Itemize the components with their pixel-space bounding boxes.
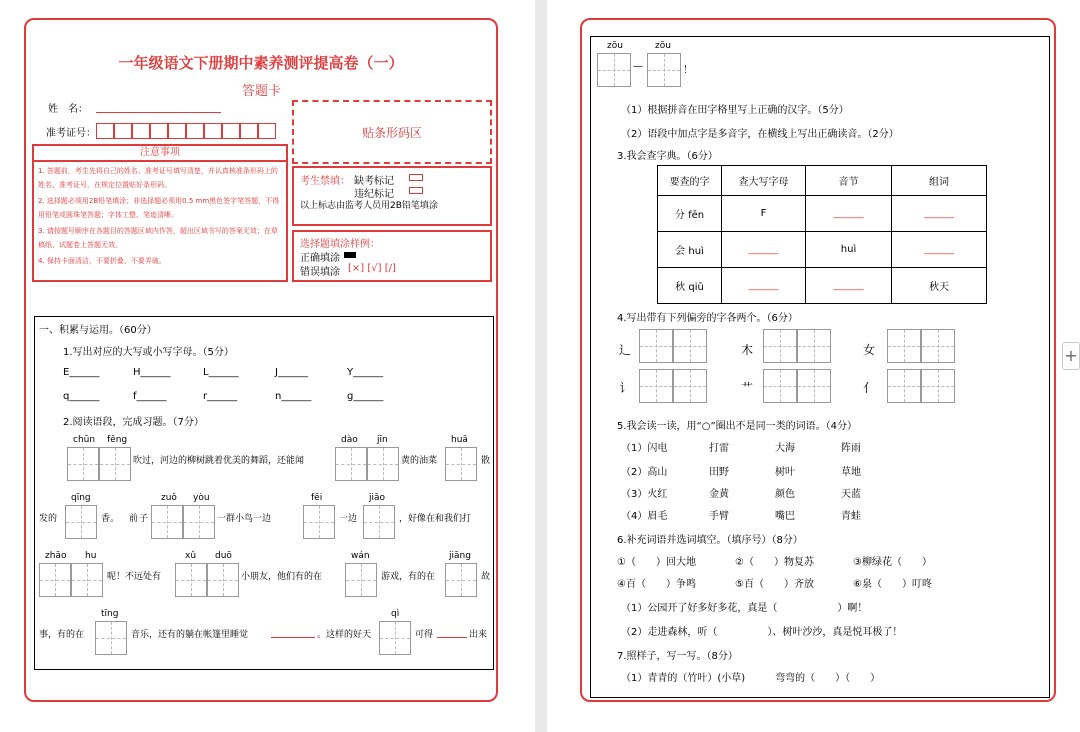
barcode-area (292, 100, 492, 164)
violation-mark-box[interactable] (409, 187, 423, 194)
q5-word: 嘴巴 (775, 511, 795, 522)
notice-item-4: 4. 保持卡面清洁，不要折叠、不要弄破。 (38, 257, 166, 265)
letter-item: r______ (203, 391, 238, 402)
pinyin: huā (451, 435, 468, 445)
passage-text: 音乐，还有的躺在帐篷里睡觉 (131, 630, 249, 640)
notice-item-1: 1. 答题前，考生先将自己的姓名、准考证号填写清楚，并认真核准条形码上的姓名、准考证号，在规定位置贴好条形码。 (38, 167, 278, 189)
letter-item: H______ (133, 367, 171, 378)
tianzige-box[interactable] (39, 563, 103, 597)
table-cell[interactable]: ______ (806, 268, 892, 304)
table-cell: 会 huì (658, 232, 722, 268)
tianzige-box[interactable] (363, 505, 395, 539)
notice-item-3: 3. 请按题号顺序在各题目的答题区域内作答，超出区域书写的答案无效；在草稿纸、试题卷上答题无效。 (38, 227, 278, 249)
tianzige-box[interactable] (445, 447, 477, 481)
passage-text: 一群小鸟一边 (217, 514, 272, 524)
q5-word: 草地 (841, 467, 861, 478)
passage-text: 故 (481, 572, 491, 582)
pinyin: qīng (71, 493, 91, 503)
pinyin: chūn (73, 435, 96, 445)
tianzige-box[interactable] (65, 505, 97, 539)
radical-label: 艹 (741, 381, 754, 395)
letter-item: L______ (203, 367, 239, 378)
q5-word: 田野 (709, 467, 729, 478)
pinyin: zuǒ (161, 493, 177, 503)
fill-example-title: 选择题填涂样例： (300, 239, 380, 250)
pinyin: hu (85, 551, 97, 561)
tianzige-box[interactable] (887, 369, 955, 403)
radical-label: 女 (863, 343, 876, 357)
q6-item: ②（ ）物复苏 (735, 557, 814, 568)
notice-box (32, 144, 288, 282)
answer-sheet-page-1 (24, 18, 498, 702)
q4-text: 4.写出带有下列偏旁的字各两个。（6分） (617, 313, 798, 324)
pinyin: jiāng (449, 551, 471, 561)
table-cell[interactable]: ______ (806, 196, 892, 232)
q5-word: 大海 (775, 443, 795, 454)
correct-fill-label: 正确填涂 (300, 253, 340, 264)
absent-mark-label: 缺考标记 (354, 176, 394, 187)
q6-text: 6.补充词语并选词填空。（填序号）（8分） (617, 535, 803, 546)
table-cell[interactable]: ______ (892, 196, 987, 232)
tianzige-box[interactable] (151, 505, 215, 539)
pinyin: fēi (311, 493, 323, 503)
section1-title: 一、积累与运用。（60分） (39, 325, 157, 336)
q6-sentence: （2）走进森林，听（ ）、树叶沙沙，真是悦耳极了！ (621, 627, 903, 638)
tianzige-box[interactable] (345, 563, 377, 597)
q5-word: （2）高山 (621, 467, 668, 478)
q5-word: （1）闪电 (621, 443, 668, 454)
letter-item: Y______ (347, 367, 384, 378)
letter-item: J______ (275, 367, 308, 378)
q5-word: 树叶 (775, 467, 795, 478)
page-title: 一年级语文下册期中素养测评提高卷（一） (118, 54, 404, 72)
tianzige-box[interactable] (639, 369, 707, 403)
radical-label: 木 (741, 343, 754, 357)
letter-item: E______ (63, 367, 100, 378)
passage-text: 小朋友，他们有的在 (241, 572, 323, 582)
pinyin: jiāo (369, 493, 386, 503)
table-cell[interactable]: ______ (722, 232, 806, 268)
q2-text: 2.阅读语段，完成习题。（7分） (63, 417, 204, 428)
q1-text: 1.写出对应的大写或小写字母。（5分） (63, 347, 234, 358)
tianzige-box[interactable] (887, 329, 955, 363)
pinyin: fēng (107, 435, 128, 445)
tianzige-box[interactable] (445, 563, 477, 597)
page-gap (535, 0, 547, 732)
q7-text: 7.照样子，写一写。（8分） (617, 651, 738, 662)
passage-text: 事，有的在 (39, 630, 85, 640)
q5-word: （3）火红 (621, 489, 668, 500)
dash: — (633, 61, 643, 72)
exam-no-label: 准考证号： (46, 128, 96, 139)
content-box (590, 36, 1050, 698)
table-header: 要查的字 (658, 166, 722, 196)
q5-word: 青蛙 (841, 511, 861, 522)
notice-item-2: 2. 选择题必须用2B铅笔填涂；非选择题必须用0.5 mm黑色签字笔答题，不得用铅笔或圆珠笔答题；字体工整、笔迹清晰。 (38, 197, 280, 219)
tianzige-box[interactable] (335, 447, 399, 481)
pinyin: zhāo (45, 551, 67, 561)
pinyin: zōu (655, 41, 671, 51)
pronunciation-blank[interactable] (437, 637, 467, 638)
exam-no-boxes[interactable] (96, 123, 276, 139)
tianzige-box[interactable] (379, 621, 411, 655)
pinyin: wán (351, 551, 370, 561)
passage-text: 出来 (469, 630, 488, 640)
letter-item: g______ (347, 391, 384, 402)
q6-sentence: （1）公园开了好多好多花，真是（ ）啊！ (621, 603, 868, 614)
q6-item: ①（ ）回大地 (617, 557, 696, 568)
q5-word: 颜色 (775, 489, 795, 500)
table-cell[interactable]: ______ (722, 268, 806, 304)
notice-title: 注意事项 (34, 146, 286, 162)
table-header: 查大写字母 (722, 166, 806, 196)
q5-word: （4）眉毛 (621, 511, 668, 522)
q6-item: ④百（ ）争鸣 (617, 579, 696, 590)
passage-end: ！ (683, 65, 693, 76)
passage-text: 黄的油菜 (401, 456, 438, 466)
fill-example-box (292, 230, 492, 282)
forbidden-box (292, 166, 492, 226)
passage-text: 。这样的好天 (317, 630, 372, 640)
letter-item: n______ (275, 391, 312, 402)
section1-box (34, 316, 494, 670)
passage-text: ，好像在和我们打 (399, 514, 472, 524)
q5-text: 5.我会读一读，用“○”圈出不是同一类的词语。（4分） (617, 421, 857, 432)
correct-fill-sample (344, 252, 356, 258)
passage-text: 游戏，有的在 (381, 572, 436, 582)
table-header: 音节 (806, 166, 892, 196)
table-cell: huì (806, 232, 892, 268)
pinyin: xǔ (185, 551, 197, 561)
passage-text: 吹过，河边的柳树跳着优美的舞蹈，还能闻 (133, 456, 305, 466)
radical-label: 亻 (863, 381, 876, 395)
tianzige-box[interactable] (303, 505, 335, 539)
answer-sheet-page-2 (580, 18, 1056, 702)
passage-text: 发的 (39, 514, 58, 524)
q5-word: 手臂 (709, 511, 729, 522)
passage-text: 子 (139, 514, 149, 524)
tianzige-box[interactable] (763, 369, 831, 403)
tianzige-box[interactable] (763, 329, 831, 363)
pinyin: dào (341, 435, 358, 445)
dictionary-table (657, 165, 987, 304)
tianzige-box[interactable] (597, 53, 631, 87)
tianzige-box[interactable] (175, 563, 239, 597)
pinyin: duō (215, 551, 232, 561)
q5-word: 打雷 (709, 443, 729, 454)
name-label: 姓 名： (48, 104, 88, 115)
pinyin: jīn (377, 435, 388, 445)
tianzige-box[interactable] (67, 447, 131, 481)
table-cell: 秋天 (892, 268, 987, 304)
q2-1-text: （1）根据拼音在田字格里写上正确的汉字。（5分） (621, 105, 849, 116)
q6-item: ③柳绿花（ ） (853, 557, 932, 568)
name-field[interactable] (96, 112, 221, 113)
add-page-button[interactable]: + (1062, 342, 1080, 370)
tianzige-box[interactable] (95, 621, 127, 655)
passage-text: 呢！不远处有 (107, 572, 162, 582)
q7-item: （1）青青的（竹叶）(小草) 弯弯的（ ）（ ） (621, 673, 881, 684)
passage-text: 前 (129, 514, 139, 524)
q5-word: 金黄 (709, 489, 729, 500)
page-subtitle: 答题卡 (242, 84, 282, 99)
pinyin: tīng (101, 609, 119, 619)
q5-word: 阵雨 (841, 443, 861, 454)
passage-text: 一边 (339, 514, 358, 524)
passage-text: 可得 (415, 630, 434, 640)
violation-mark-label: 违纪标记 (354, 189, 394, 200)
forbidden-label: 考生禁填： (300, 176, 350, 187)
passage-text: 散 (481, 456, 491, 466)
table-header: 组词 (892, 166, 987, 196)
letter-item: q______ (63, 391, 100, 402)
barcode-label: 贴条形码区 (361, 125, 422, 140)
q2-2-text: （2）语段中加点字是多音字，在横线上写出正确读音。（2分） (621, 129, 899, 140)
q5-word: 天蓝 (841, 489, 861, 500)
table-cell: 分 fēn (658, 196, 722, 232)
wrong-fill-label: 错误填涂 (300, 267, 340, 278)
passage-text: 香。 (101, 514, 120, 524)
table-cell: 秋 qiū (658, 268, 722, 304)
tianzige-box[interactable] (647, 53, 681, 87)
table-cell: F (722, 196, 806, 232)
tianzige-box[interactable] (639, 329, 707, 363)
q3-text: 3.我会查字典。（6分） (617, 151, 718, 162)
radical-label: 辶 (619, 343, 632, 357)
q6-item: ⑤百（ ）齐放 (735, 579, 814, 590)
pinyin: yòu (193, 493, 210, 503)
pinyin: qì (391, 609, 400, 619)
table-cell[interactable]: ______ (892, 232, 987, 268)
wrong-fill-samples: [×] [√] [/] (348, 263, 396, 274)
radical-label: 讠 (619, 381, 632, 395)
forbidden-note: 以上标志由监考人员用2B铅笔填涂 (300, 201, 438, 211)
letter-item: f______ (133, 391, 167, 402)
pronunciation-blank[interactable] (271, 637, 315, 638)
pinyin: zōu (607, 41, 623, 51)
absent-mark-box[interactable] (409, 174, 423, 181)
q6-item: ⑥泉（ ）叮咚 (853, 579, 932, 590)
